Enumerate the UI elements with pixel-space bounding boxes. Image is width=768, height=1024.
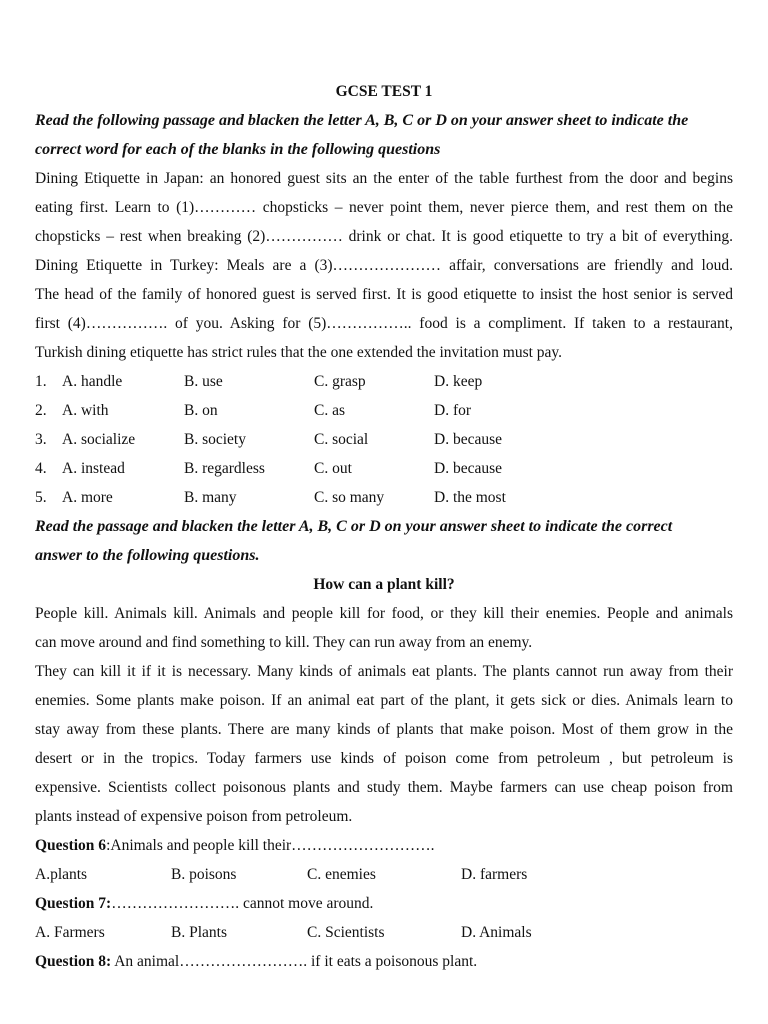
question-3-options	[35, 425, 733, 454]
option-d: D. the most	[434, 489, 506, 506]
option-d: D. keep	[434, 373, 483, 390]
passage-2-line-4: enemies. Some plants make poison. If an animal eat part of the plant, it gets sick or dies. Animals learn to	[35, 692, 733, 709]
question-number: 3.	[35, 431, 47, 448]
question-5-options	[35, 483, 733, 512]
option-b: B. on	[184, 402, 218, 419]
question-2-options	[35, 396, 733, 425]
option-c: C. as	[314, 402, 345, 419]
option-b: B. society	[184, 431, 246, 448]
question-number: 2.	[35, 402, 47, 419]
option-a: A. more	[62, 489, 113, 506]
option-d: D. farmers	[461, 866, 528, 883]
passage-2-line-7: expensive. Scientists collect poisonous plants and study them. Maybe farmers can use cheap poison from	[35, 779, 733, 796]
passage-1-line-7: Turkish dining etiquette has strict rules that the one extended the invitation must pay.	[35, 344, 563, 361]
question-6	[35, 831, 733, 860]
instruction-2-line-1: Read the passage and blacken the letter A, B, C or D on your answer sheet to indicate the correct	[35, 518, 673, 535]
option-b: B. poisons	[171, 866, 237, 883]
question-7	[35, 889, 733, 918]
question-6-text: :Animals and people kill their……………………….	[106, 837, 435, 854]
option-d: D. Animals	[461, 924, 532, 941]
option-c: C. grasp	[314, 373, 366, 390]
option-c: C. social	[314, 431, 369, 448]
option-a: A.plants	[35, 866, 88, 883]
passage-1-line-1: Dining Etiquette in Japan: an honored guest sits an the enter of the table furthest from the door and begins	[35, 170, 733, 187]
question-6-label: Question 6	[35, 837, 107, 854]
question-number: 5.	[35, 489, 47, 506]
passage-2-line-3: They can kill it if it is necessary. Many kinds of animals eat plants. The plants cannot run away from their	[35, 663, 733, 680]
option-d: D. because	[434, 460, 502, 477]
option-c: C. so many	[314, 489, 385, 506]
passage-2-line-5: stay away from these plants. There are many kinds of plants that make poison. Most of them grow in the	[35, 721, 733, 738]
passage-1-line-3: chopsticks – rest when breaking (2)…………… drink or chat. It is good etiquette to try a bit of everything.	[35, 228, 733, 245]
page-title: GCSE TEST 1	[335, 83, 433, 100]
option-c: C. Scientists	[307, 924, 385, 941]
passage-1-line-5: The head of the family of honored guest is served first. It is good etiquette to insist the host senior is served	[35, 286, 733, 303]
question-number: 4.	[35, 460, 47, 477]
option-a: A. instead	[62, 460, 125, 477]
question-8-label: Question 8:	[35, 953, 112, 970]
option-d: D. because	[434, 431, 502, 448]
document-page	[35, 77, 733, 976]
passage-2-title: How can a plant kill?	[313, 576, 455, 593]
passage-2-line-2: can move around and find something to kill. They can run away from an enemy.	[35, 634, 533, 651]
question-8	[35, 947, 733, 976]
passage-2-line-8: plants instead of expensive poison from petroleum.	[35, 808, 353, 825]
option-d: D. for	[434, 402, 472, 419]
option-a: A. Farmers	[35, 924, 105, 941]
question-7-text: ……………………. cannot move around.	[111, 895, 374, 912]
question-1-options	[35, 367, 733, 396]
option-b: B. Plants	[171, 924, 227, 941]
instruction-1-line-1: Read the following passage and blacken the letter A, B, C or D on your answer sheet to indicate the	[35, 112, 689, 129]
passage-1-line-2: eating first. Learn to (1)………… chopsticks – never point them, never pierce them, and rest them on the	[35, 199, 733, 216]
option-a: A. socialize	[62, 431, 136, 448]
option-a: A. handle	[62, 373, 123, 390]
question-6-options	[35, 860, 733, 889]
option-c: C. enemies	[307, 866, 376, 883]
passage-1-line-4: Dining Etiquette in Turkey: Meals are a (3)………………… affair, conversations are friendly and loud.	[35, 257, 733, 274]
option-b: B. regardless	[184, 460, 265, 477]
passage-2-line-1: People kill. Animals kill. Animals and people kill for food, or they kill their enemies. People and animals	[35, 605, 733, 622]
question-7-label: Question 7:	[35, 895, 112, 912]
passage-1-line-6: first (4)……………. of you. Asking for (5)…………….. food is a compliment. If taken to a restaurant,	[35, 315, 733, 332]
option-c: C. out	[314, 460, 352, 477]
instruction-2-line-2: answer to the following questions.	[35, 547, 260, 564]
option-b: B. many	[184, 489, 237, 506]
instruction-1-line-2: correct word for each of the blanks in the following questions	[35, 141, 441, 158]
option-a: A. with	[62, 402, 109, 419]
passage-2-line-6: desert or in the tropics. Today farmers use kinds of poison come from petroleum , but petroleum is	[35, 750, 733, 767]
question-7-options	[35, 918, 733, 947]
question-8-text: An animal……………………. if it eats a poisonous plant.	[111, 953, 478, 970]
question-number: 1.	[35, 373, 47, 390]
question-4-options	[35, 454, 733, 483]
option-b: B. use	[184, 373, 223, 390]
